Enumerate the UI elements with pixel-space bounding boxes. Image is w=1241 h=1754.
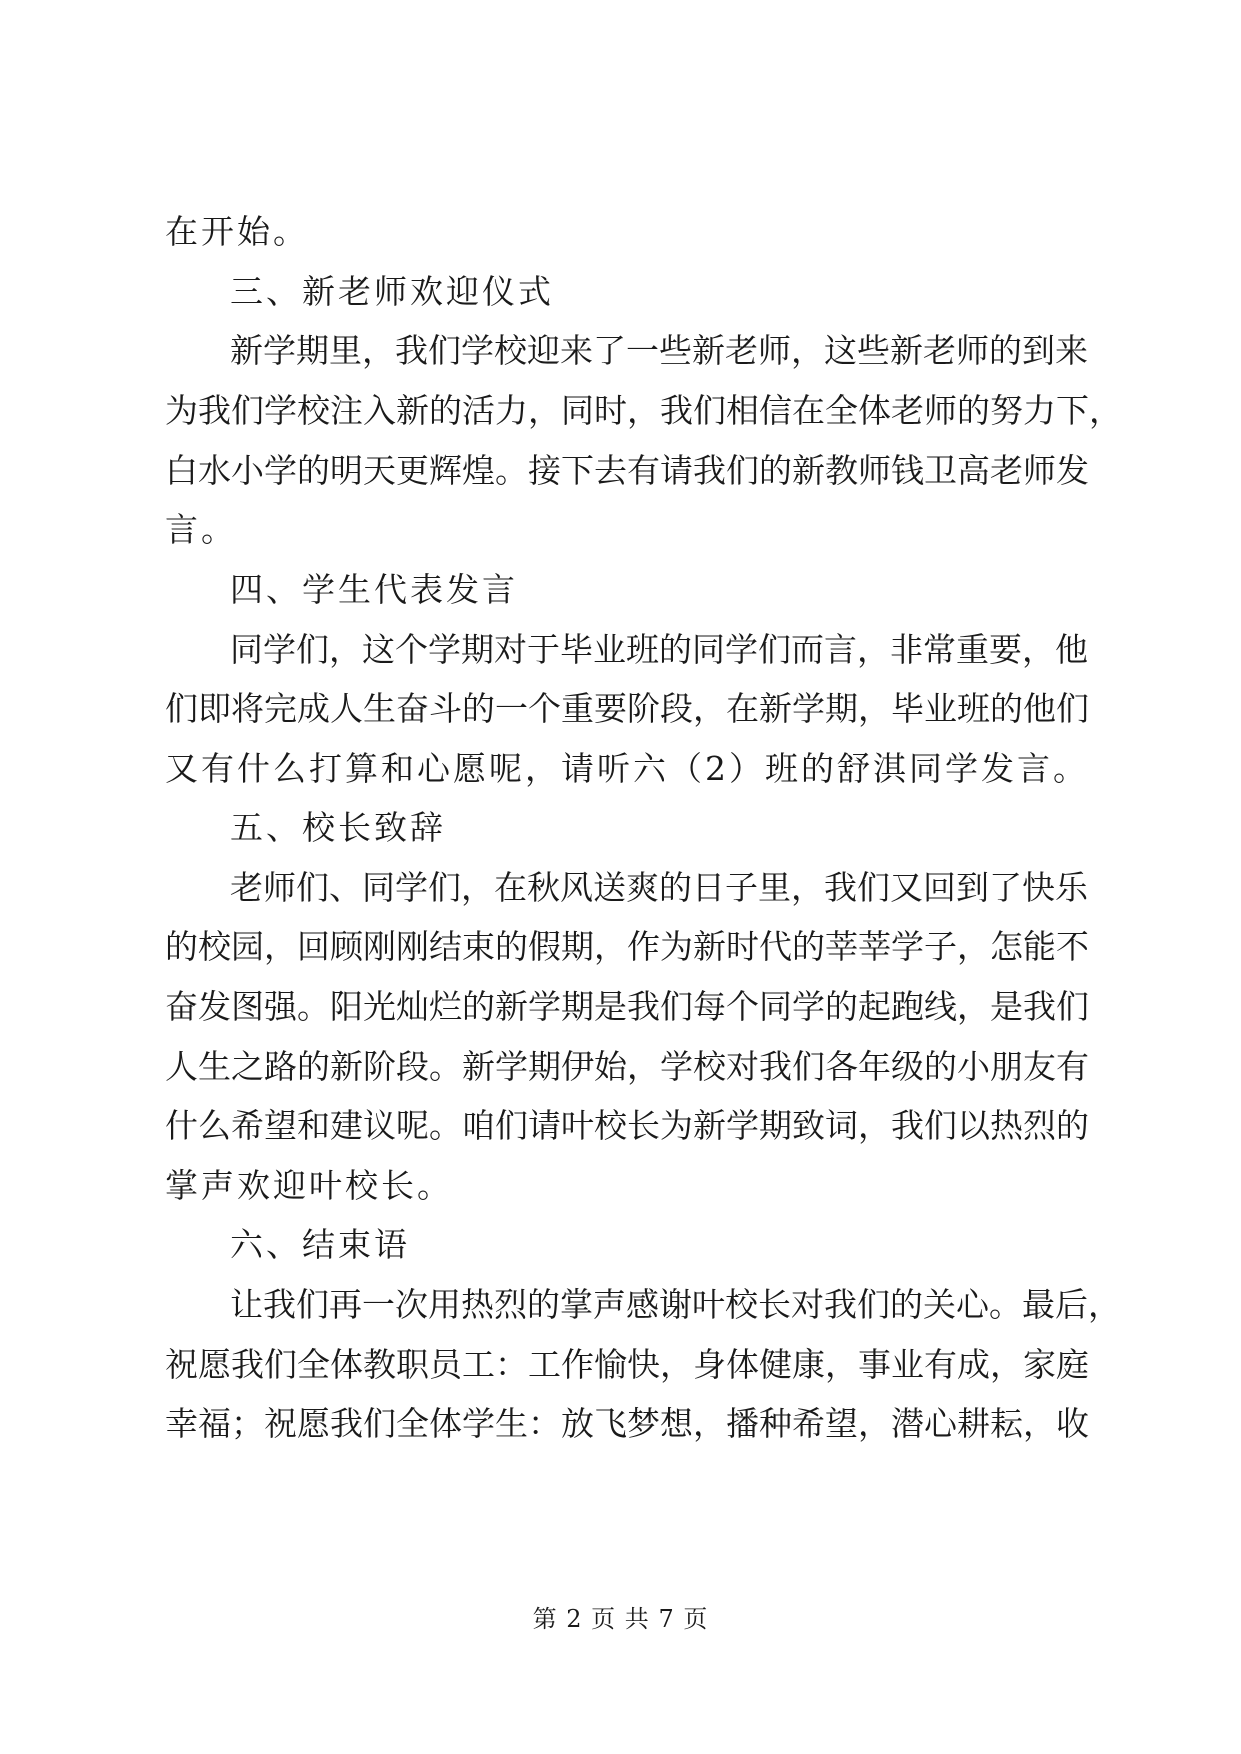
- text-line: 的校园，回顾刚刚结束的假期，作为新时代的莘莘学子，怎能不: [165, 927, 1089, 966]
- section-heading: 六、结束语: [230, 1225, 410, 1264]
- text-line: 又有什么打算和心愿呢，请听六（2）班的舒淇同学发言。: [165, 749, 1089, 788]
- text-line: 什么希望和建议呢。咱们请叶校长为新学期致词，我们以热烈的: [165, 1106, 1089, 1145]
- section-heading: 四、学生代表发言: [230, 570, 518, 609]
- page-number-footer: 第 2 页 共 7 页: [532, 1605, 709, 1633]
- text-line: 们即将完成人生奋斗的一个重要阶段，在新学期，毕业班的他们: [165, 689, 1089, 728]
- section-heading: 五、校长致辞: [230, 808, 446, 847]
- text-line: 人生之路的新阶段。新学期伊始，学校对我们各年级的小朋友有: [165, 1047, 1089, 1086]
- text-line: 奋发图强。阳光灿烂的新学期是我们每个同学的起跑线，是我们: [165, 987, 1089, 1026]
- text-line: 白水小学的明天更辉煌。接下去有请我们的新教师钱卫高老师发: [165, 451, 1089, 490]
- text-line: 让我们再一次用热烈的掌声感谢叶校长对我们的关心。最后，: [230, 1285, 1121, 1324]
- text-line: 同学们，这个学期对于毕业班的同学们而言，非常重要，他: [230, 630, 1088, 669]
- text-line: 言。: [165, 510, 237, 549]
- text-line: 为我们学校注入新的活力，同时，我们相信在全体老师的努力下，: [165, 391, 1122, 430]
- text-line: 祝愿我们全体教职员工：工作愉快，身体健康，事业有成，家庭: [165, 1345, 1089, 1384]
- text-line: 老师们、同学们，在秋风送爽的日子里，我们又回到了快乐: [230, 868, 1088, 907]
- section-heading: 三、新老师欢迎仪式: [230, 272, 554, 311]
- text-line: 掌声欢迎叶校长。: [165, 1166, 453, 1205]
- text-line: 在开始。: [165, 212, 309, 251]
- text-line: 幸福；祝愿我们全体学生：放飞梦想，播种希望，潜心耕耘，收: [165, 1404, 1089, 1443]
- text-line: 新学期里，我们学校迎来了一些新老师，这些新老师的到来: [230, 331, 1088, 370]
